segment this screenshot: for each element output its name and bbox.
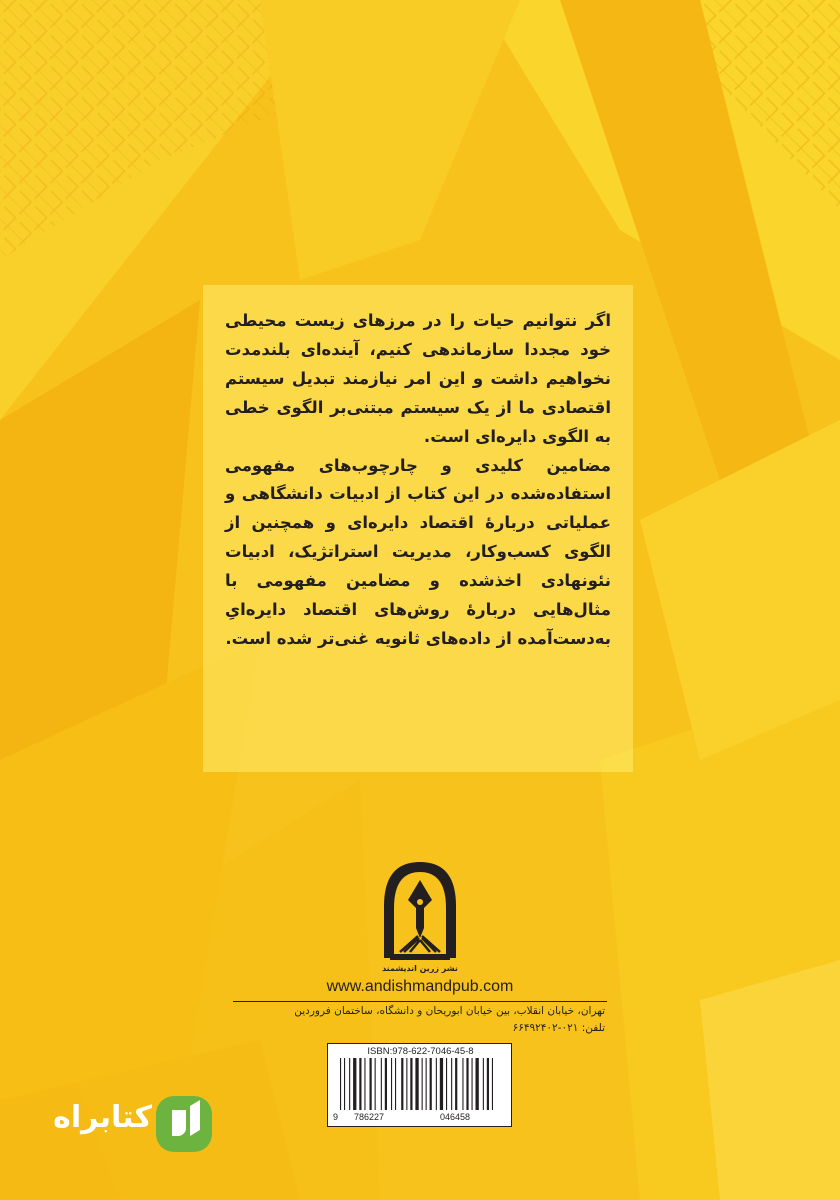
- barcode-bar: [451, 1058, 452, 1110]
- barcode-bar: [426, 1058, 427, 1110]
- barcode-bar: [395, 1058, 396, 1110]
- isbn-label: ISBN:978-622-7046-45-8: [367, 1046, 474, 1057]
- barcode-bar: [462, 1058, 463, 1110]
- isbn-barcode: [327, 1043, 512, 1127]
- barcode-bar: [446, 1058, 447, 1110]
- barcode-bar: [472, 1058, 473, 1110]
- barcode-bar: [436, 1058, 437, 1110]
- barcode-bar: [476, 1058, 479, 1110]
- barcode-bar: [492, 1058, 493, 1110]
- barcode-bars: [336, 1058, 505, 1110]
- barcode-bar: [406, 1058, 407, 1110]
- blurb-panel: [203, 285, 633, 772]
- publisher-phone: تلفن: ۰۲۱-۶۶۴۹۲۴۰۲: [512, 1022, 605, 1034]
- barcode-bar: [455, 1058, 457, 1110]
- barcode-lead-digit: 9: [333, 1112, 339, 1122]
- barcode-bar: [391, 1058, 392, 1110]
- barcode-bar: [370, 1058, 372, 1110]
- barcode-bar: [349, 1058, 350, 1110]
- barcode-digits-left: 786227: [354, 1112, 385, 1122]
- barcode-bar: [483, 1058, 484, 1110]
- store-bookmark-icon: [154, 1092, 218, 1156]
- blurb-paragraph-2: مضامین کلیدی و چارچوب‌های مفهومی استفاده‌شده در این کتاب از ادبیات دانشگاهی و عملیاتی دربارهٔ اقتصاد دایره‌ای و همچنین از الگوی کسب‌وکار، مدیریت استراتژیک، ادبیات نئونهادی اخذشده و مضامین مفهومی با مثال‌هایی دربارهٔ روش‌های اقتصاد دایره‌ایِ به‌دست‌آمده از داده‌های ثانویه غنی‌تر شده است.: [225, 455, 611, 648]
- barcode-digits-right: 046458: [440, 1112, 471, 1122]
- barcode-bar: [359, 1058, 361, 1110]
- store-name: کتابراه: [53, 1100, 152, 1135]
- barcode-bar: [340, 1058, 341, 1110]
- barcode-bar: [401, 1058, 403, 1110]
- publisher-address: تهران، خیابان انقلاب، بین خیابان ابوریحان و دانشگاه، ساختمان فروردین: [294, 1005, 605, 1017]
- publisher-website: www.andishmandpub.com: [326, 978, 514, 995]
- publisher-name: نشر زرین اندیشمند: [382, 964, 458, 973]
- barcode-bar: [375, 1058, 376, 1110]
- barcode-bar: [422, 1058, 423, 1110]
- barcode-bar: [415, 1058, 418, 1110]
- barcode-bar: [364, 1058, 365, 1110]
- barcode-bar: [466, 1058, 468, 1110]
- blurb-paragraph-1: اگر نتوانیم حیات را در مرزهای زیست محیطی خود مجددا سازماندهی کنیم، آینده‌ای بلندمدت نخواهیم داشت و این امر نیازمند تبدیل سیستم اقتصادی ما از یک سیستم مبتنی‌بر الگوی خطی به الگوی دایره‌ای است.: [225, 311, 611, 446]
- barcode-bar: [410, 1058, 412, 1110]
- store-watermark: [38, 1092, 218, 1156]
- divider-line: [233, 1001, 607, 1002]
- barcode-bar: [487, 1058, 489, 1110]
- barcode-bar: [385, 1058, 387, 1110]
- barcode-bar: [344, 1058, 345, 1110]
- barcode-bar: [440, 1058, 443, 1110]
- barcode-bar: [430, 1058, 432, 1110]
- barcode-bar: [353, 1058, 356, 1110]
- publisher-logo-icon: [370, 858, 470, 966]
- barcode-bar: [381, 1058, 382, 1110]
